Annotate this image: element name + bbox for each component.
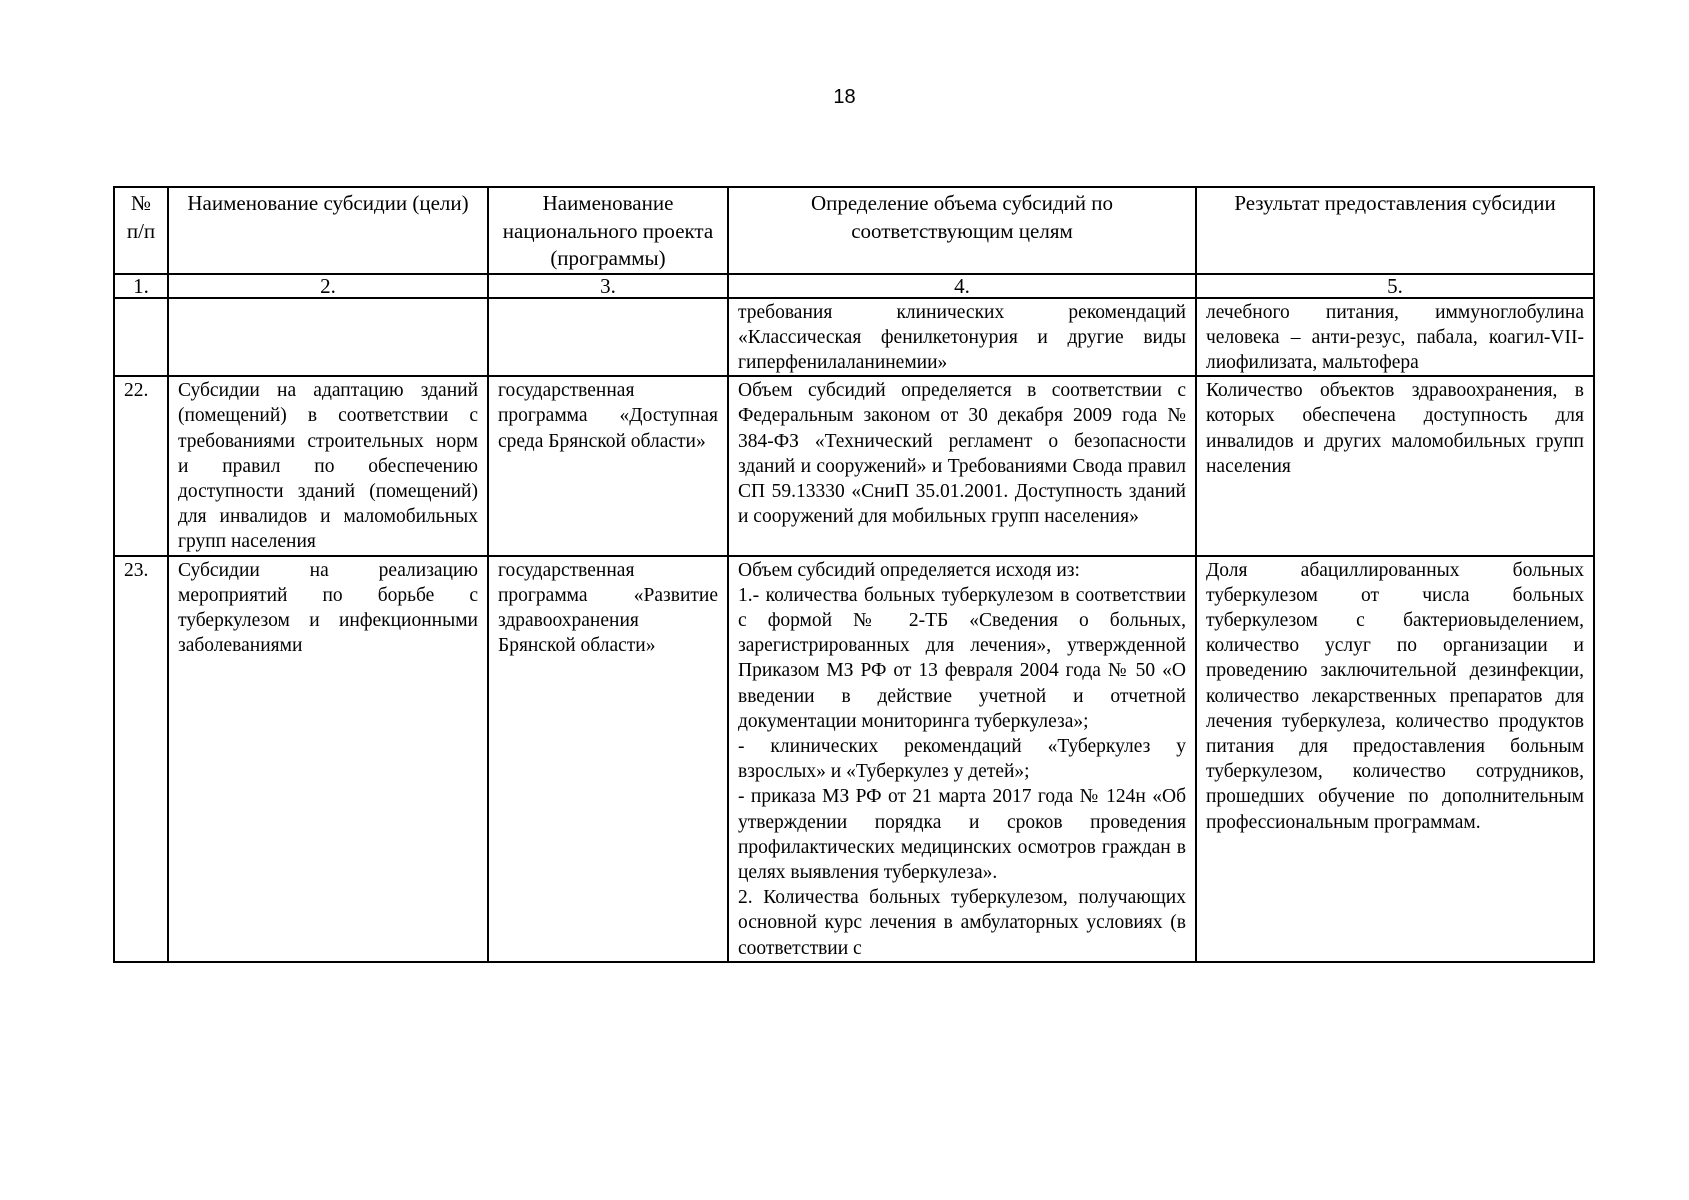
- volume-paragraph: 1.- количества больных туберкулезом в соответствии с формой № 2-ТБ «Сведения о больных, зарегистрированных для лечения», утвержденной Приказом МЗ РФ от 13 февраля 2004 года № 50 «О введении в действие учетной и отчетной документации мониторинга туберкулеза»;: [738, 584, 1186, 732]
- row-number: [114, 298, 168, 377]
- volume-paragraph: - клинических рекомендаций «Туберкулез у взрослых» и «Туберкулез у детей»;: [738, 735, 1186, 783]
- header-volume-definition: Определение объема субсидий по соответствующим целям: [728, 187, 1196, 274]
- row-number: 22.: [114, 376, 168, 555]
- table-row: [114, 298, 1594, 377]
- project-cell: [488, 298, 728, 377]
- project-cell: государственная программа «Доступная среда Брянской области»: [488, 376, 728, 555]
- column-number: 2.: [168, 274, 488, 298]
- column-number: 1.: [114, 274, 168, 298]
- result-cell: лечебного питания, иммуноглобулина человека – анти-резус, пабала, коагил-VII-лиофилизата, мальтофера: [1196, 298, 1594, 377]
- column-number: 4.: [728, 274, 1196, 298]
- volume-cell: Объем субсидий определяется в соответствии с Федеральным законом от 30 декабря 2009 года № 384-ФЗ «Технический регламент о безопасности зданий и сооружений» и Требованиями Свода правил СП 59.13330 «СниП 35.01.2001. Доступность зданий и сооружений для мобильных групп населения»: [728, 376, 1196, 555]
- subsidy-name-cell: Субсидии на реализацию мероприятий по борьбе с туберкулезом и инфекционными заболеваниями: [168, 556, 488, 962]
- result-cell: Доля абациллированных больных туберкулезом от числа больных туберкулезом с бактериовыделением, количество услуг по организации и проведению заключительной дезинфекции, количество лекарственных препаратов для лечения туберкулеза, количество продуктов питания для предоставления больным туберкулезом, количество сотрудников, прошедших обучение по дополнительным профессиональным программам.: [1196, 556, 1594, 962]
- header-project-name: Наименование национального проекта (программы): [488, 187, 728, 274]
- page-number: 18: [833, 86, 856, 108]
- subsidy-name-cell: [168, 298, 488, 377]
- project-cell: государственная программа «Развитие здравоохранения Брянской области»: [488, 556, 728, 962]
- volume-cell: [728, 556, 1196, 962]
- subsidy-name-cell: Субсидии на адаптацию зданий (помещений) в соответствии с требованиями строительных норм и правил по обеспечению доступности зданий (помещений) для инвалидов и маломобильных групп населения: [168, 376, 488, 555]
- volume-paragraph: Объем субсидий определяется исходя из:: [738, 559, 1080, 581]
- header-number: № п/п: [114, 187, 168, 274]
- table-row: [114, 556, 1594, 962]
- table-row: [114, 376, 1594, 555]
- column-number-row: [114, 274, 1594, 298]
- volume-cell: требования клинических рекомендаций «Классическая фенилкетонурия и другие виды гиперфенилаланинемии»: [728, 298, 1196, 377]
- column-number: 3.: [488, 274, 728, 298]
- header-result: Результат предоставления субсидии: [1196, 187, 1594, 274]
- row-number: 23.: [114, 556, 168, 962]
- result-cell: Количество объектов здравоохранения, в которых обеспечена доступность для инвалидов и других маломобильных групп населения: [1196, 376, 1594, 555]
- subsidy-table: [113, 186, 1595, 963]
- column-number: 5.: [1196, 274, 1594, 298]
- volume-paragraph: - приказа МЗ РФ от 21 марта 2017 года № 124н «Об утверждении порядка и сроков проведения профилактических медицинских осмотров граждан в целях выявления туберкулеза».: [738, 786, 1186, 883]
- header-subsidy-name: Наименование субсидии (цели): [168, 187, 488, 274]
- table-header-row: [114, 187, 1594, 274]
- volume-paragraph: 2. Количества больных туберкулезом, получающих основной курс лечения в амбулаторных условиях (в соответствии с: [738, 887, 1186, 959]
